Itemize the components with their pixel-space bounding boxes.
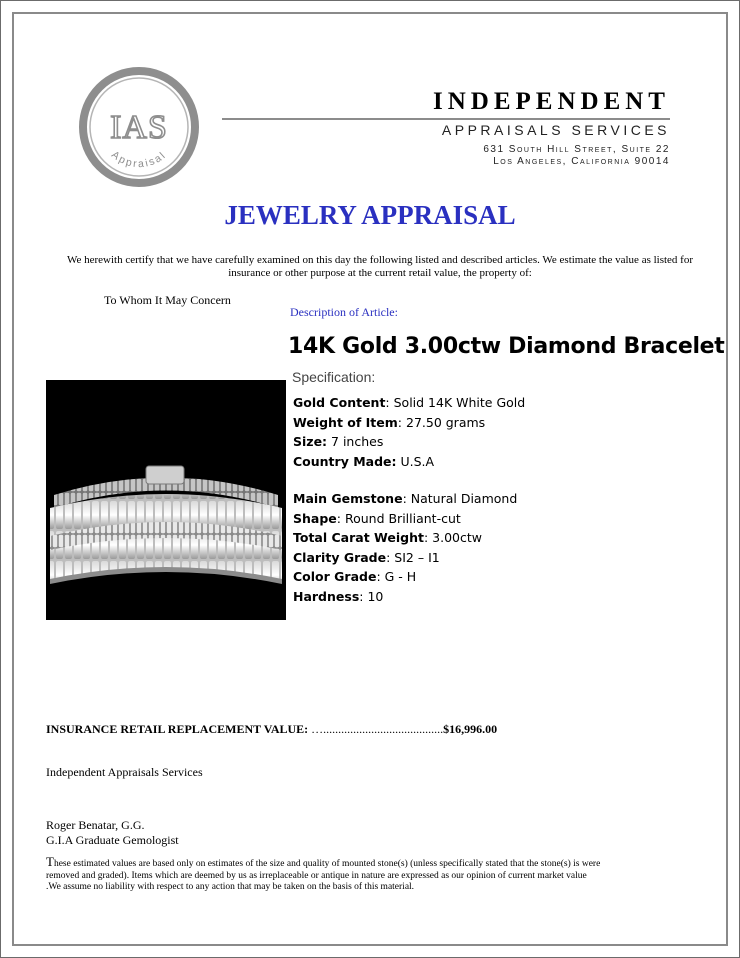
spec-size: Size: 7 inches: [293, 434, 384, 449]
signer-name: Roger Benatar, G.G.: [46, 818, 145, 832]
spec-color: Color Grade: G - H: [293, 569, 417, 584]
spec-hardness: Hardness: 10: [293, 588, 384, 604]
value-label: INSURANCE RETAIL REPLACEMENT VALUE:: [46, 722, 309, 736]
ias-appraisal-logo: [78, 66, 200, 188]
disclaimer: [46, 856, 602, 894]
document-title: JEWELRY APPRAISAL: [224, 200, 516, 230]
spec-clarity: Clarity Grade: SI2 – I1: [293, 549, 440, 565]
value-amount: $16,996.00: [443, 722, 498, 736]
company-name: INDEPENDENT: [433, 88, 670, 115]
spec-country: Country Made: U.S.A: [293, 453, 435, 469]
spec-shape: Shape: Round Brilliant-cut: [293, 510, 461, 526]
signer-title: G.I.A Graduate Gemologist: [46, 833, 179, 847]
spec-main-gemstone: Main Gemstone: Natural Diamond: [293, 491, 518, 506]
specification-label: Specification:: [292, 369, 376, 385]
header-divider: [222, 118, 670, 120]
certification-intro: We herewith certify that we have carefully examined on this day the following listed and described articles. We estimate the value as listed for insurance or other purpose at the current retail value, the property of:: [66, 254, 694, 279]
spec-weight: Weight of Item: 27.50 grams: [293, 414, 486, 430]
disclaimer-text: hese estimated values are based only on estimates of the size and quality of mounted stone(s) (unless specifically stated that the stone(s) is were removed and graded). Items which are deemed by us as irreplaceable or antique in nature are expressed as our opinion of current market value .We assume no liability with respect to any action that may be taken on the basis of this material.: [46, 859, 601, 892]
property-owner: To Whom It May Concern: [104, 293, 231, 307]
specifications: [293, 393, 713, 606]
address-line-2: Los Angeles, California 90014: [493, 156, 670, 167]
logo-ring-text: Appraisal: [109, 148, 169, 171]
description-label: Description of Article:: [290, 305, 398, 319]
bracelet-photo: [46, 380, 286, 620]
company-address: [380, 144, 670, 168]
disclaimer-initial: T: [46, 854, 54, 869]
bracelet-image: [46, 380, 286, 620]
address-line-1: 631 South Hill Street, Suite 22: [483, 144, 670, 155]
replacement-value: [46, 722, 497, 737]
spec-carat-weight: Total Carat Weight: 3.00ctw: [293, 530, 482, 545]
company-signature: Independent Appraisals Services: [46, 765, 203, 779]
item-title: 14K Gold 3.00ctw Diamond Bracelet: [288, 334, 725, 359]
spec-gold-content: Gold Content: Solid 14K White Gold: [293, 395, 526, 410]
company-subtitle: APPRAISALS SERVICES: [441, 122, 670, 138]
value-leader-dots: …........................................: [308, 722, 444, 736]
logo-monogram: IAS: [110, 109, 168, 146]
spec-spacer: [293, 471, 713, 489]
svg-text:Appraisal: [109, 149, 169, 170]
signer-block: [46, 818, 179, 848]
